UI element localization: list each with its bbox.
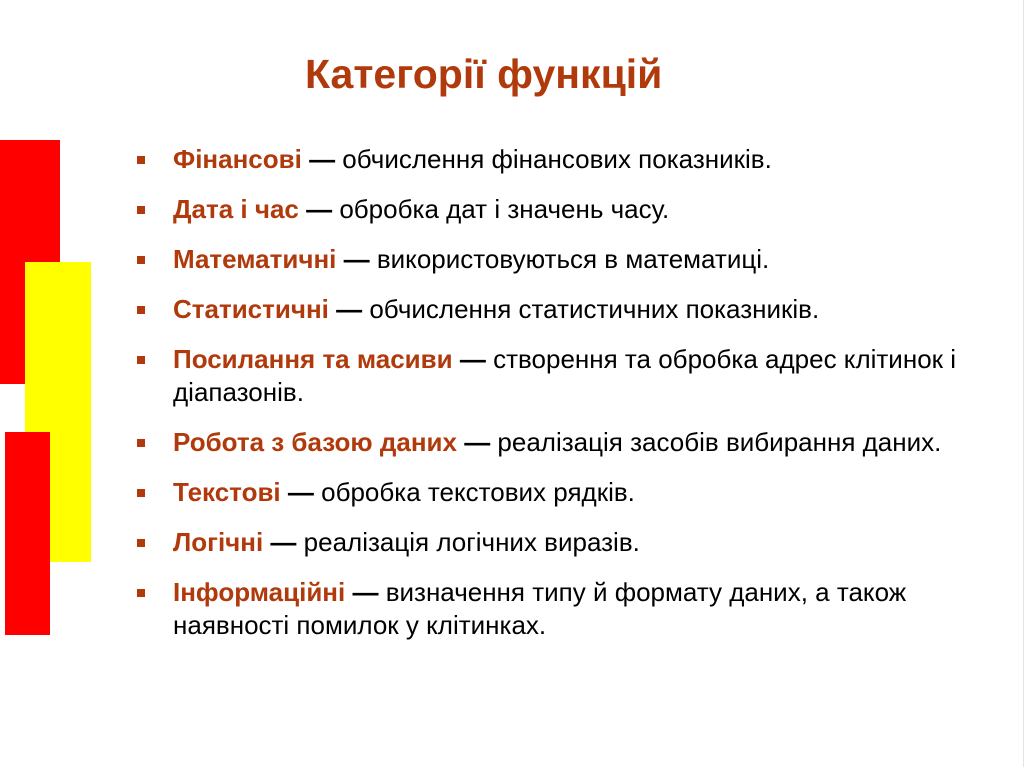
bullet-square-icon xyxy=(137,256,145,264)
list-item xyxy=(133,143,983,176)
list-item xyxy=(133,576,983,642)
separator: — xyxy=(301,144,343,174)
separator: — xyxy=(298,194,340,224)
bullet-square-icon xyxy=(137,489,145,497)
separator: — xyxy=(280,477,322,507)
category-term: Логічні xyxy=(173,527,264,557)
slide-title: Категорії функцій xyxy=(305,51,663,97)
category-term: Математичні xyxy=(173,244,337,274)
list-item xyxy=(133,293,983,326)
decor-red-bar-bottom xyxy=(5,432,50,635)
separator: — xyxy=(336,244,377,274)
list-item xyxy=(133,526,983,559)
bullet-square-icon xyxy=(137,156,145,164)
bullet-square-icon xyxy=(137,589,145,597)
bullet-square-icon xyxy=(137,306,145,314)
bullet-square-icon xyxy=(137,439,145,447)
bullet-square-icon xyxy=(137,539,145,547)
category-description: визначення типу й формату даних, а також наявності помилок у клітинках. xyxy=(173,577,907,640)
category-term: Текстові xyxy=(173,477,281,507)
bullet-square-icon xyxy=(137,206,145,214)
bullet-square-icon xyxy=(137,356,145,364)
separator: — xyxy=(263,527,304,557)
category-description: обчислення статистичних показників. xyxy=(369,294,820,324)
function-category-list xyxy=(133,143,983,659)
category-description: реалізація засобів вибирання даних. xyxy=(497,427,942,457)
category-term: Інформаційні xyxy=(173,577,346,607)
category-description: обробка дат і значень часу. xyxy=(339,194,670,224)
category-term: Робота з базою даних xyxy=(173,427,457,457)
category-description: реалізація логічних виразів. xyxy=(303,527,640,557)
category-term: Дата і час xyxy=(173,194,299,224)
category-description: створення та обробка адрес клітинок і діапазонів. xyxy=(173,344,957,407)
list-item xyxy=(133,426,983,459)
category-description: використовуються в математиці. xyxy=(376,244,770,274)
category-term: Статистичні xyxy=(173,294,329,324)
separator: — xyxy=(345,577,386,607)
list-item xyxy=(133,476,983,509)
separator: — xyxy=(328,294,370,324)
separator: — xyxy=(452,344,494,374)
list-item xyxy=(133,343,983,409)
list-item xyxy=(133,193,983,226)
separator: — xyxy=(456,427,498,457)
category-term: Посилання та масиви xyxy=(173,344,453,374)
category-description: обчислення фінансових показників. xyxy=(342,144,772,174)
list-item xyxy=(133,243,983,276)
category-description: обробка текстових рядків. xyxy=(321,477,635,507)
category-term: Фінансові xyxy=(173,144,302,174)
